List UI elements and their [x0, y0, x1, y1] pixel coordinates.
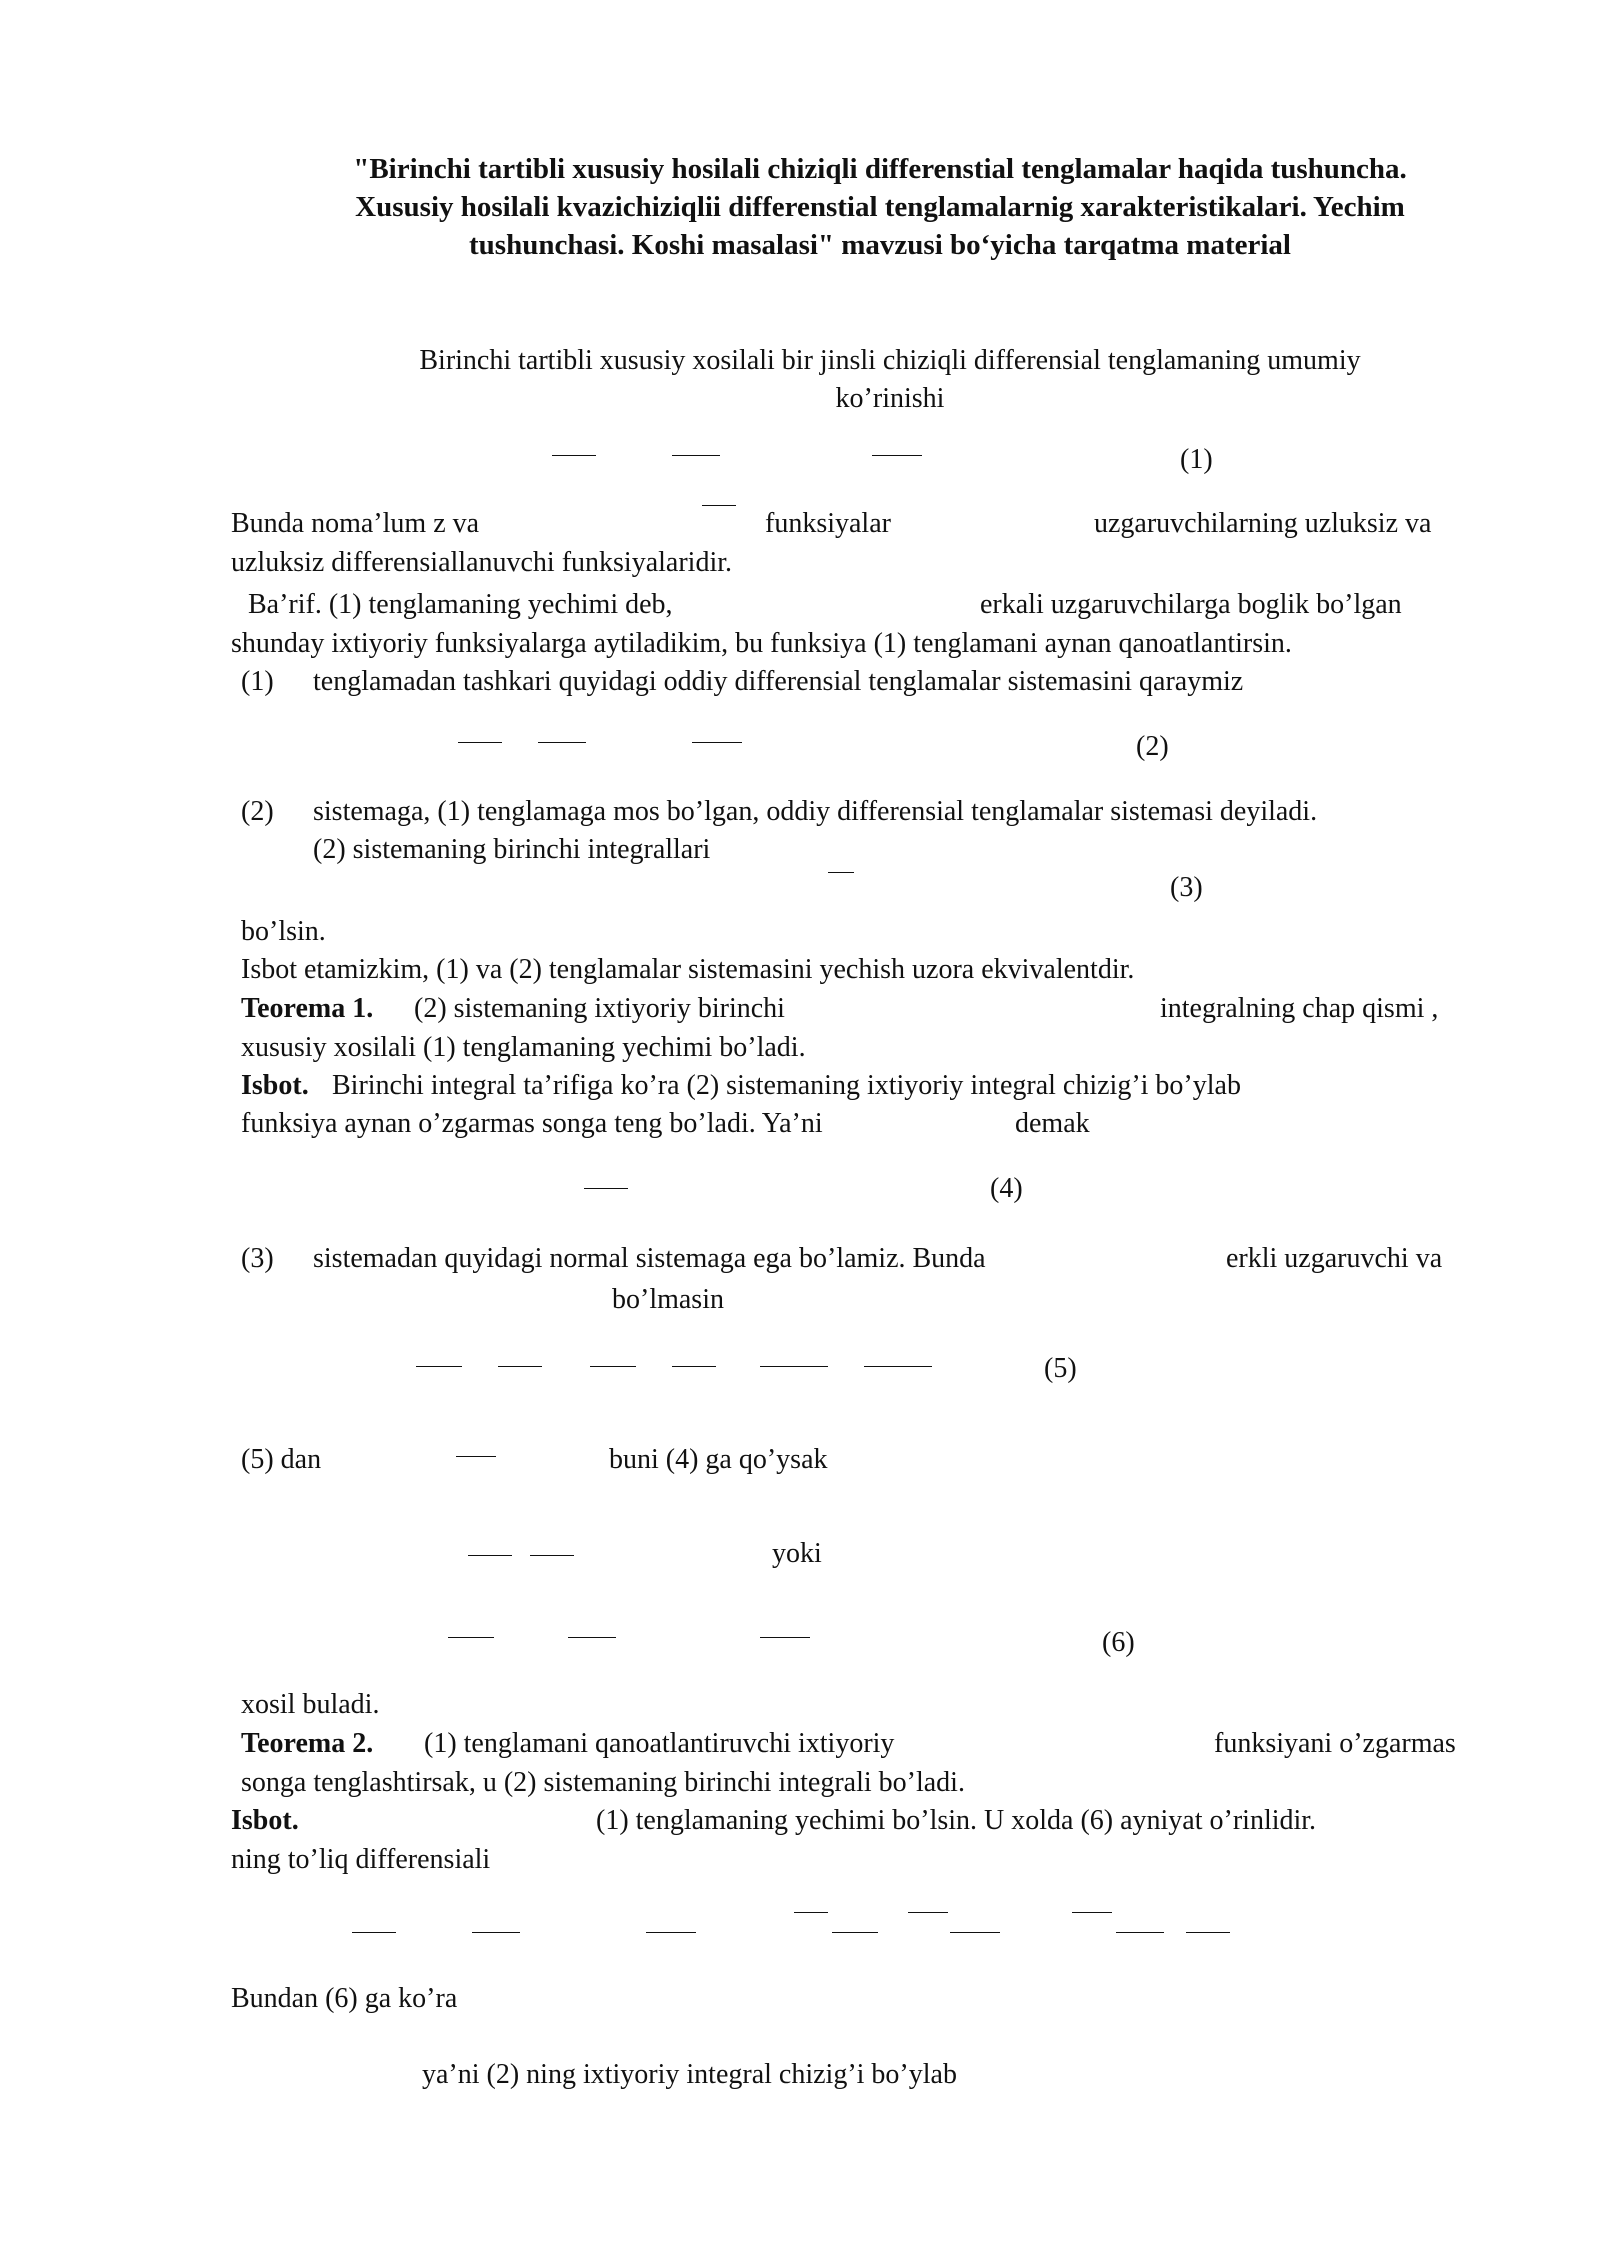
- yani-text: ya’ni (2) ning ixtiyoriy integral chizig’i bo’ylab: [422, 2059, 957, 2090]
- fraction-bar: [760, 1637, 810, 1638]
- theorem-2-label: Teorema 2.: [241, 1728, 374, 1759]
- equation-number-4: (4): [990, 1173, 1023, 1204]
- fraction-bar: [692, 742, 742, 743]
- fraction-bar: [794, 1912, 828, 1913]
- equation-number-3: (3): [1170, 872, 1203, 903]
- fraction-bar: [908, 1912, 948, 1913]
- fraction-bar: [1186, 1932, 1230, 1933]
- p7-text-a: (5) dan: [241, 1444, 322, 1475]
- fraction-bar: [702, 505, 736, 506]
- theorem-1-text-a: (2) sistemaning ixtiyoriy birinchi: [414, 993, 785, 1024]
- fraction-bar: [1072, 1912, 1112, 1913]
- fraction-bar: [832, 1932, 878, 1933]
- fraction-bar: [590, 1366, 636, 1367]
- theorem-1-text-c: xususiy xosilali (1) tenglamaning yechimi bo’ladi.: [241, 1032, 806, 1063]
- p1-text-b: funksiyalar: [765, 508, 891, 539]
- intro-line-1: Birinchi tartibli xususiy xosilali bir jinsli chiziqli differensial tenglamaning umumiy: [419, 345, 1361, 376]
- proof-2-text-b: ning to’liq differensiali: [231, 1844, 491, 1875]
- xosil-text: xosil buladi.: [241, 1689, 380, 1720]
- fraction-bar: [828, 872, 854, 873]
- p6-number: (3): [241, 1243, 274, 1274]
- p1-text-a: Bunda noma’lum z va: [231, 508, 480, 539]
- fraction-bar: [498, 1366, 542, 1367]
- theorem-1-label: Teorema 1.: [241, 993, 374, 1024]
- theorem-1-text-b: integralning chap qismi ,: [1160, 993, 1439, 1024]
- fraction-bar: [584, 1188, 628, 1189]
- equation-number-5: (5): [1044, 1353, 1077, 1384]
- fraction-bar: [530, 1555, 574, 1556]
- fraction-bar: [864, 1366, 932, 1367]
- equation-number-1: (1): [1180, 444, 1213, 475]
- fraction-bar: [646, 1932, 696, 1933]
- fraction-bar: [472, 1932, 520, 1933]
- p3-number: (1): [241, 666, 274, 697]
- fraction-bar: [448, 1637, 494, 1638]
- p1-text-d: uzluksiz differensiallanuvchi funksiyalaridir.: [231, 547, 733, 578]
- fraction-bar: [538, 742, 586, 743]
- fraction-bar: [416, 1366, 462, 1367]
- p2-text-b: erkali uzgaruvchilarga boglik bo’lgan: [980, 589, 1402, 620]
- fraction-bar: [468, 1555, 512, 1556]
- proof-1-label: Isbot.: [241, 1070, 309, 1101]
- fraction-bar: [872, 455, 922, 456]
- title-line-3: tushunchasi. Koshi masalasi" mavzusi bo‘yicha tarqatma material: [469, 229, 1291, 261]
- title-line-2: Xususiy hosilali kvazichiziqlii differenstial tenglamalarnig xarakteristikalari. Yechim: [355, 191, 1405, 223]
- fraction-bar: [552, 455, 596, 456]
- equation-number-6: (6): [1102, 1627, 1135, 1658]
- fraction-bar: [1116, 1932, 1164, 1933]
- theorem-2-text-c: songa tenglashtirsak, u (2) sistemaning birinchi integrali bo’ladi.: [241, 1767, 965, 1798]
- proof-1-text-a: Birinchi integral ta’rifiga ko’ra (2) sistemaning ixtiyoriy integral chizig’i bo’ylab: [332, 1070, 1241, 1101]
- proof-1-text-b: funksiya aynan o’zgarmas songa teng bo’ladi. Ya’ni: [241, 1108, 823, 1139]
- title-line-1: "Birinchi tartibli xususiy hosilali chiziqli differenstial tenglamalar haqida tushuncha.: [353, 153, 1407, 185]
- fraction-bar: [568, 1637, 616, 1638]
- yoki-text: yoki: [772, 1538, 822, 1569]
- p5-text-a: bo’lsin.: [241, 916, 326, 947]
- p6-text-a: sistemadan quyidagi normal sistemaga ega bo’lamiz. Bunda: [313, 1243, 986, 1274]
- p3-text: tenglamadan tashkari quyidagi oddiy differensial tenglamalar sistemasini qaraymiz: [313, 666, 1244, 697]
- bundan-text: Bundan (6) ga ko’ra: [231, 1983, 458, 2014]
- p2-text-c: shunday ixtiyoriy funksiyalarga aytiladikim, bu funksiya (1) tenglamani aynan qanoatlantirsin.: [231, 628, 1292, 659]
- fraction-bar: [950, 1932, 1000, 1933]
- fraction-bar: [352, 1932, 396, 1933]
- p6-text-b: erkli uzgaruvchi va: [1226, 1243, 1443, 1274]
- theorem-2-text-b: funksiyani o’zgarmas: [1214, 1728, 1456, 1759]
- fraction-bar: [456, 1456, 496, 1457]
- fraction-bar: [672, 455, 720, 456]
- fraction-bar: [458, 742, 502, 743]
- p5-text-b: Isbot etamizkim, (1) va (2) tenglamalar sistemasini yechish uzora ekvivalentdir.: [241, 954, 1135, 985]
- proof-1-text-c: demak: [1015, 1108, 1090, 1139]
- p4-text-2: (2) sistemaning birinchi integrallari: [313, 834, 711, 865]
- p7-text-b: buni (4) ga qo’ysak: [609, 1444, 828, 1475]
- p4-number: (2): [241, 796, 274, 827]
- equation-number-2: (2): [1136, 731, 1169, 762]
- theorem-2-text-a: (1) tenglamani qanoatlantiruvchi ixtiyoriy: [424, 1728, 895, 1759]
- proof-2-label: Isbot.: [231, 1805, 299, 1836]
- fraction-bar: [760, 1366, 828, 1367]
- fraction-bar: [672, 1366, 716, 1367]
- p4-text: sistemaga, (1) tenglamaga mos bo’lgan, oddiy differensial tenglamalar sistemasi deyiladi.: [313, 796, 1318, 827]
- p6-text-c: bo’lmasin: [612, 1284, 724, 1315]
- p2-text-a: Ba’rif. (1) tenglamaning yechimi deb,: [248, 589, 673, 620]
- intro-line-2: ko’rinishi: [835, 383, 945, 414]
- proof-2-text-a: (1) tenglamaning yechimi bo’lsin. U xolda (6) ayniyat o’rinlidir.: [596, 1805, 1317, 1836]
- p1-text-c: uzgaruvchilarning uzluksiz va: [1094, 508, 1432, 539]
